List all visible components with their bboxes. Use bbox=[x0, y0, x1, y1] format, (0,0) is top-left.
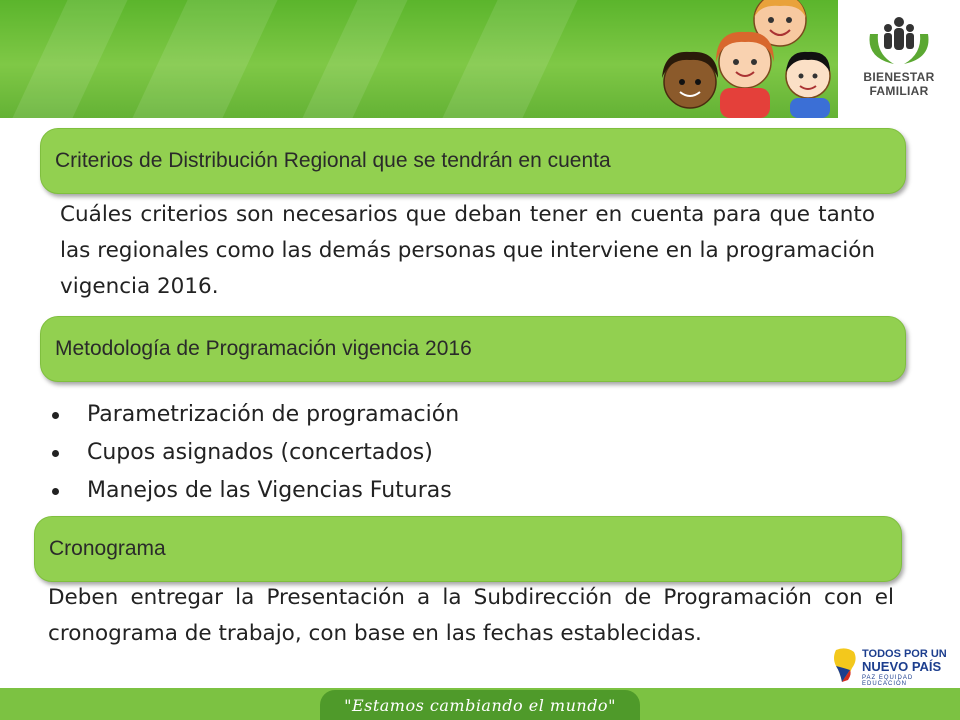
section-title: Cronograma bbox=[49, 537, 166, 560]
gov-line1: TODOS POR UN bbox=[862, 648, 947, 660]
gov-line3: PAZ EQUIDAD EDUCACIÓN bbox=[862, 675, 914, 687]
children-illustration-icon bbox=[650, 0, 840, 118]
list-item: Cupos asignados (concertados) bbox=[52, 434, 459, 472]
todos-por-un-nuevo-pais-logo bbox=[832, 644, 952, 686]
section-title: Metodología de Programación vigencia 2016 bbox=[55, 337, 472, 360]
bienestar-familiar-logo bbox=[838, 0, 960, 118]
footer-slogan: "Estamos cambiando el mundo" bbox=[344, 695, 616, 715]
bullet-icon bbox=[52, 450, 59, 457]
section-header-criterios bbox=[40, 128, 906, 194]
logo-line2: FAMILIAR bbox=[869, 84, 929, 98]
family-hands-icon bbox=[864, 14, 934, 68]
metodologia-list bbox=[52, 396, 459, 510]
list-item: Manejos de las Vigencias Futuras bbox=[52, 472, 459, 510]
bullet-icon bbox=[52, 412, 59, 419]
section-body-criterios: Cuáles criterios son necesarios que deban tener en cuenta para que tanto las regionales como las demás personas que interviene en la programación vigencia 2016. bbox=[60, 202, 875, 299]
colombia-map-icon bbox=[832, 646, 860, 684]
gov-line2: NUEVO PAÍS bbox=[862, 659, 942, 674]
list-item: Parametrización de programación bbox=[52, 396, 459, 434]
section-title: Criterios de Distribución Regional que se tendrán en cuenta bbox=[55, 149, 611, 172]
section-body-cronograma: Deben entregar la Presentación a la Subdirección de Programación con el cronograma de trabajo, con base en las fechas establecidas. bbox=[48, 585, 894, 646]
section-header-metodologia bbox=[40, 316, 906, 382]
logo-line1: BIENESTAR bbox=[863, 70, 935, 84]
footer-slogan-pill bbox=[320, 690, 640, 720]
bullet-icon bbox=[52, 488, 59, 495]
section-header-cronograma bbox=[34, 516, 902, 582]
